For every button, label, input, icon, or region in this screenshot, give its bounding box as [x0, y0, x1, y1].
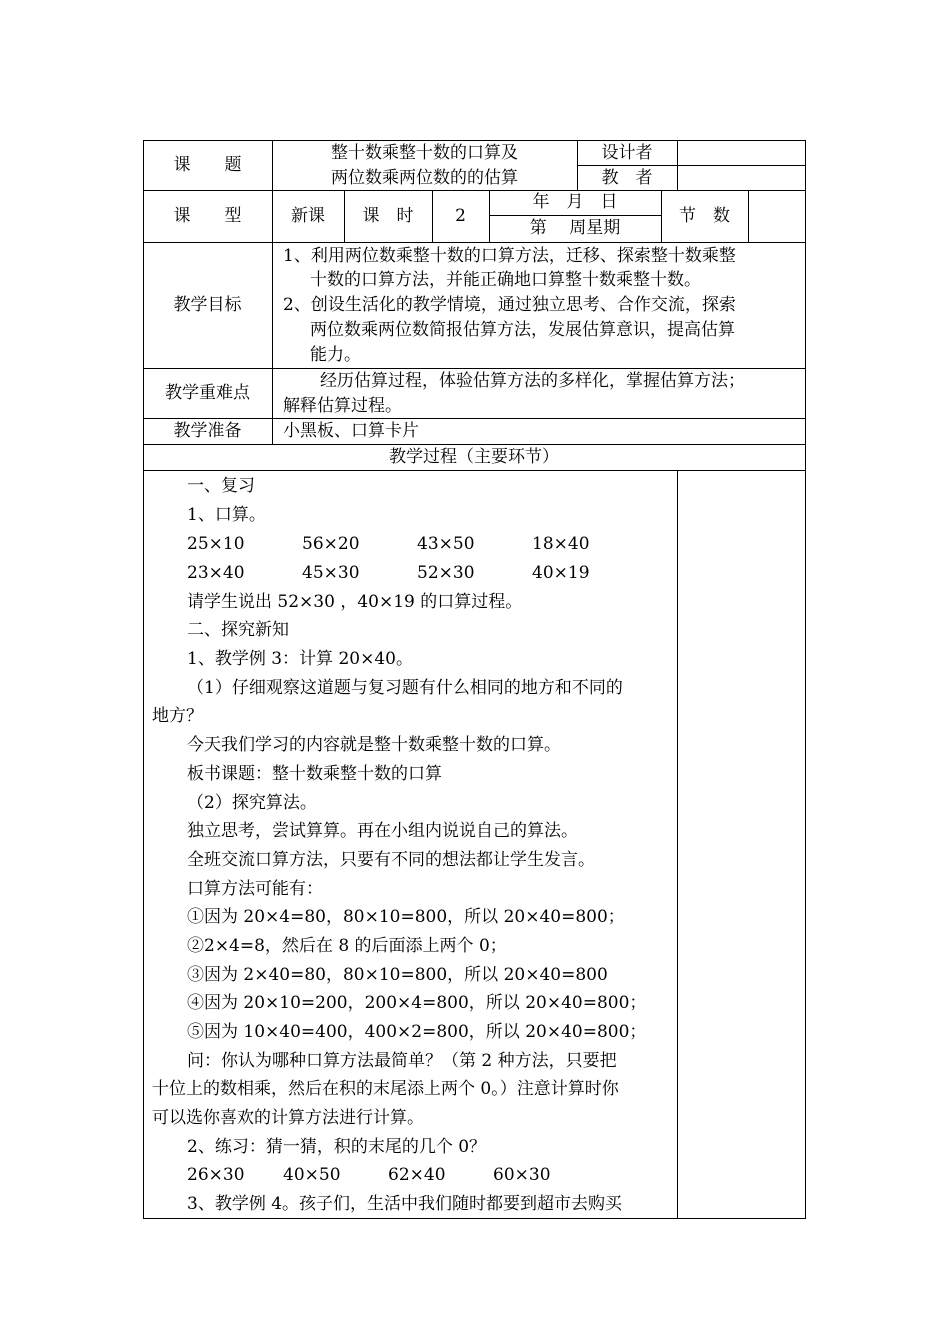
process-line: 口算方法可能有： — [187, 879, 323, 899]
objective-line: 2、创设生活化的教学情境，通过独立思考、合作交流，探索 — [283, 295, 736, 315]
date-line: 年 月 日 — [532, 192, 618, 212]
review-item: 40×19 — [532, 563, 590, 583]
process-line: 板书课题：整十数乘整十数的口算 — [187, 764, 442, 784]
process-line: 2、练习：猜一猜，积的末尾的几个 0？ — [187, 1137, 487, 1157]
label-teacher: 教 者 — [601, 168, 653, 188]
process-line: 问：你认为哪种口算方法最简单？（第 2 种方法，只要把 — [187, 1051, 617, 1071]
process-line: 可以选你喜欢的计算方法进行计算。 — [152, 1108, 424, 1128]
label-type: 课 型 — [173, 206, 242, 226]
process-line: ⑤因为 10×40=400，400×2=800，所以 20×40=800； — [187, 1022, 647, 1042]
week-line: 第 周星期 — [529, 218, 621, 238]
process-line: ②2×4=8，然后在 8 的后面添上两个 0； — [187, 936, 507, 956]
process-line: 1、口算。 — [187, 505, 266, 525]
label-objectives: 教学目标 — [173, 295, 242, 315]
review-item: 43×50 — [417, 534, 475, 554]
review-item: 45×30 — [302, 563, 360, 583]
process-line: 一、复习 — [187, 476, 255, 496]
label-key-points: 教学重难点 — [165, 383, 250, 403]
review-item: 18×40 — [532, 534, 590, 554]
process-line: 独立思考，尝试算算。再在小组内说说自己的算法。 — [187, 821, 578, 841]
process-line: （2）探究算法。 — [187, 793, 317, 813]
process-line: 请学生说出 52×30 ，40×19 的口算过程。 — [187, 592, 523, 612]
type-value: 新课 — [291, 206, 325, 226]
process-line: 二、探究新知 — [187, 620, 289, 640]
hours-value: 2 — [455, 206, 466, 226]
key-points-line1: 经历估算过程，体验估算方法的多样化，掌握估算方法； — [320, 371, 745, 391]
label-designer: 设计者 — [601, 143, 653, 163]
objective-line: 两位数乘两位数简报估算方法，发展估算意识，提高估算 — [310, 320, 735, 340]
practice-item: 62×40 — [388, 1165, 446, 1185]
process-line: 全班交流口算方法，只要有不同的想法都让学生发言。 — [187, 850, 595, 870]
process-title: 教学过程（主要环节） — [389, 447, 559, 467]
review-item: 56×20 — [302, 534, 360, 554]
process-line: ④因为 20×10=200，200×4=800，所以 20×40=800； — [187, 993, 647, 1013]
practice-item: 26×30 — [187, 1165, 245, 1185]
practice-item: 60×30 — [493, 1165, 551, 1185]
label-hours: 课 时 — [362, 206, 414, 226]
process-line: 3、教学例 4。孩子们，生活中我们随时都要到超市去购买 — [187, 1194, 623, 1214]
label-preparation: 教学准备 — [173, 421, 242, 441]
objective-line: 能力。 — [310, 345, 361, 365]
label-topic: 课 题 — [173, 155, 242, 175]
process-line: ①因为 20×4=80，80×10=800，所以 20×40=800； — [187, 907, 625, 927]
process-line: 今天我们学习的内容就是整十数乘整十数的口算。 — [187, 735, 561, 755]
objective-line: 1、利用两位数乘整十数的口算方法，迁移、探索整十数乘整 — [283, 246, 736, 266]
process-line: 1、教学例 3：计算 20×40。 — [187, 649, 413, 669]
practice-item: 40×50 — [283, 1165, 341, 1185]
label-period: 节 数 — [679, 206, 730, 226]
topic-title-line2: 两位数乘两位数的的估算 — [331, 168, 518, 188]
process-line: ③因为 2×40=80，80×10=800，所以 20×40=800 — [187, 965, 608, 985]
review-item: 52×30 — [417, 563, 475, 583]
process-line: 十位上的数相乘，然后在积的末尾添上两个 0。）注意计算时你 — [152, 1079, 619, 1099]
process-line: （1）仔细观察这道题与复习题有什么相同的地方和不同的 — [187, 678, 623, 698]
review-item: 23×40 — [187, 563, 245, 583]
process-line: 地方？ — [152, 706, 203, 726]
key-points-line2: 解释估算过程。 — [283, 396, 402, 416]
topic-title-line1: 整十数乘整十数的口算及 — [331, 143, 518, 163]
preparation-value: 小黑板、口算卡片 — [283, 421, 419, 441]
objective-line: 十数的口算方法，并能正确地口算整十数乘整十数。 — [310, 270, 701, 290]
review-item: 25×10 — [187, 534, 245, 554]
